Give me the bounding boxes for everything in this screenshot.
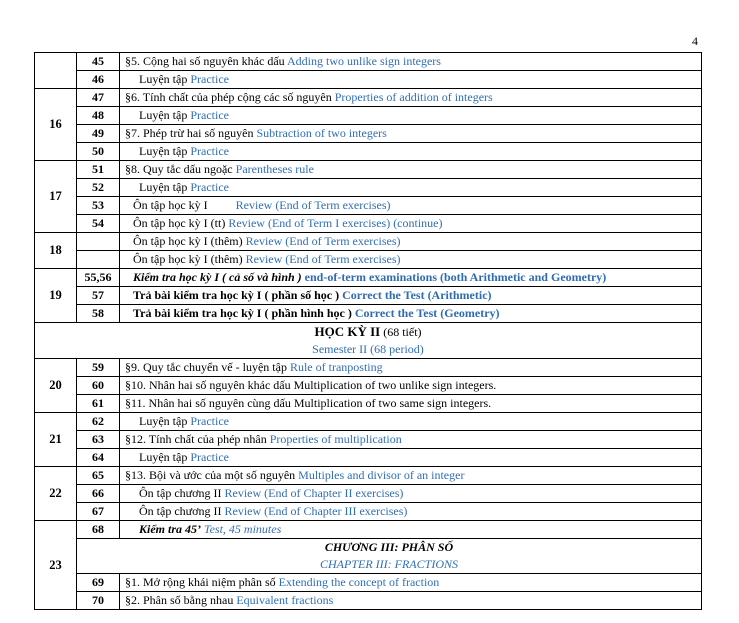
lesson-en: Practice [190, 450, 229, 464]
period-cell: 52 [77, 179, 120, 197]
period-cell: 49 [77, 125, 120, 143]
period-cell: 54 [77, 215, 120, 233]
lesson-en: Practice [190, 414, 229, 428]
lesson-cell [120, 161, 702, 179]
period-cell: 60 [77, 377, 120, 395]
week-cell: 23 [35, 521, 77, 610]
table-row [35, 323, 702, 359]
lesson-vi: Ôn tập chương II [139, 486, 222, 500]
lesson-cell [120, 215, 702, 233]
table-row [35, 539, 702, 574]
lesson-en: Review (End of Chapter II exercises) [224, 486, 404, 500]
lesson-vi: Luyện tập [139, 144, 188, 158]
lesson-vi: Trả bài kiểm tra học kỳ I ( phần hình học ) [133, 306, 352, 320]
lesson-en: Parentheses rule [235, 162, 314, 176]
lesson-en: Correct the Test (Geometry) [354, 306, 500, 320]
lesson-cell [120, 53, 702, 71]
table-row [35, 215, 702, 233]
lesson-en: Subtraction of two integers [256, 126, 387, 140]
lesson-cell [120, 89, 702, 107]
lesson-vi: §9. Quy tắc chuyển vế - luyện tập [125, 360, 287, 374]
lesson-cell [120, 233, 702, 251]
lesson-en: end-of-term examinations (both Arithmetic and Geometry) [304, 270, 607, 284]
period-cell: 67 [77, 503, 120, 521]
table-row [35, 485, 702, 503]
week-cell: 17 [35, 161, 77, 233]
lesson-cell [120, 485, 702, 503]
lesson-cell [120, 179, 702, 197]
period-cell: 47 [77, 89, 120, 107]
lesson-vi: §8. Quy tắc dấu ngoặc [125, 162, 233, 176]
lesson-vi: §12. Tính chất của phép nhân [125, 432, 267, 446]
lesson-cell [120, 287, 702, 305]
period-cell: 53 [77, 197, 120, 215]
lesson-cell [120, 71, 702, 89]
lesson-en: Properties of addition of integers [334, 90, 493, 104]
period-cell: 57 [77, 287, 120, 305]
lesson-en: Test, 45 minutes [204, 522, 282, 536]
period-cell: 70 [77, 592, 120, 610]
lesson-cell [120, 521, 702, 539]
page-number: 4 [692, 34, 698, 48]
lesson-en: Practice [190, 144, 229, 158]
lesson-vi: Luyện tập [139, 72, 188, 86]
chapter-title: CHƯƠNG III: PHÂN SỐ [324, 540, 454, 554]
period-cell: 46 [77, 71, 120, 89]
lesson-vi: Kiểm tra học kỳ I ( cả số và hình ) [133, 270, 302, 284]
lesson-cell [120, 305, 702, 323]
chapter-title-en: CHAPTER III: FRACTIONS [320, 557, 458, 571]
lesson-cell [120, 449, 702, 467]
period-cell: 50 [77, 143, 120, 161]
lesson-cell [120, 197, 702, 215]
lesson-vi: §11. Nhân hai số nguyên cùng dấu [125, 396, 291, 410]
lesson-en: Properties of multiplication [269, 432, 402, 446]
period-cell: 55,56 [77, 269, 120, 287]
lesson-en: Adding two unlike sign integers [286, 54, 441, 68]
table-row [35, 71, 702, 89]
table-row [35, 503, 702, 521]
lesson-cell [120, 395, 702, 413]
table-row [35, 287, 702, 305]
lesson-cell [120, 467, 702, 485]
table-row [35, 269, 702, 287]
table-row [35, 395, 702, 413]
lesson-cell [120, 107, 702, 125]
lesson-cell [120, 377, 702, 395]
week-cell: 21 [35, 413, 77, 467]
period-cell [77, 251, 120, 269]
table-row [35, 592, 702, 610]
period-cell: 45 [77, 53, 120, 71]
lesson-en: Multiples and divisor of an integer [298, 468, 465, 482]
period-cell: 64 [77, 449, 120, 467]
week-cell: 18 [35, 233, 77, 269]
lesson-vi: Luyện tập [139, 180, 188, 194]
lesson-vi: Luyện tập [139, 108, 188, 122]
table-row [35, 179, 702, 197]
lesson-en: Practice [190, 180, 229, 194]
table-row [35, 521, 702, 539]
lesson-vi: Ôn tập học kỳ I (thêm) [133, 252, 243, 266]
lesson-en: Extending the concept of fraction [278, 575, 440, 589]
lesson-vi: §5. Cộng hai số nguyên khác dấu [125, 54, 285, 68]
period-cell: 63 [77, 431, 120, 449]
lesson-en: Review (End of Term I exercises) (continue) [228, 216, 443, 230]
lesson-vi: §1. Mở rộng khái niệm phân số [125, 575, 276, 589]
lesson-vi: Ôn tập học kỳ I (tt) [133, 216, 226, 230]
table-row [35, 359, 702, 377]
table-row [35, 143, 702, 161]
table-row [35, 161, 702, 179]
lesson-vi: Ôn tập chương II [139, 504, 222, 518]
lesson-en: Equivalent fractions [236, 593, 334, 607]
period-cell: 58 [77, 305, 120, 323]
period-cell: 59 [77, 359, 120, 377]
period-cell: 69 [77, 574, 120, 592]
table-row [35, 125, 702, 143]
week-cell: 16 [35, 89, 77, 161]
table-row [35, 431, 702, 449]
period-cell: 51 [77, 161, 120, 179]
lesson-vi: Luyện tập [139, 414, 188, 428]
lesson-cell [120, 592, 702, 610]
period-cell: 66 [77, 485, 120, 503]
lesson-vi: §2. Phân số bằng nhau [125, 593, 234, 607]
lesson-vi: Trả bài kiểm tra học kỳ I ( phần số học ) [133, 288, 340, 302]
semester-title-en: Semester II (68 period) [312, 342, 424, 356]
lesson-vi: Luyện tập [139, 450, 188, 464]
lesson-en: Review (End of Chapter III exercises) [224, 504, 408, 518]
week-cell: 22 [35, 467, 77, 521]
lesson-en: Review (End of Term exercises) [245, 234, 401, 248]
lesson-cell [120, 143, 702, 161]
lesson-cell [120, 251, 702, 269]
semester-title: HỌC KỲ II [314, 324, 381, 339]
curriculum-table [34, 52, 702, 610]
table-row [35, 467, 702, 485]
lesson-cell [120, 125, 702, 143]
period-cell: 48 [77, 107, 120, 125]
chapter-heading [77, 539, 702, 574]
lesson-en: Review (End of Term exercises) [245, 252, 401, 266]
week-cell [35, 53, 77, 89]
lesson-vi: Ôn tập học kỳ I [133, 198, 208, 212]
lesson-vi: §10. Nhân hai số nguyên khác dấu [125, 378, 291, 392]
lesson-en: Review (End of Term exercises) [235, 198, 391, 212]
table-row [35, 305, 702, 323]
lesson-en: Multiplication of two same sign integers. [293, 396, 492, 410]
semester-heading [35, 323, 702, 359]
table-row [35, 377, 702, 395]
period-cell: 61 [77, 395, 120, 413]
table-row [35, 574, 702, 592]
lesson-cell [120, 413, 702, 431]
table-row [35, 53, 702, 71]
table-row [35, 233, 702, 251]
lesson-cell [120, 269, 702, 287]
lesson-cell [120, 359, 702, 377]
lesson-en: Correct the Test (Arithmetic) [342, 288, 492, 302]
table-row [35, 251, 702, 269]
lesson-en: Practice [190, 72, 229, 86]
lesson-vi: §6. Tính chất của phép cộng các số nguyên [125, 90, 332, 104]
period-cell: 65 [77, 467, 120, 485]
table-row [35, 197, 702, 215]
table-row [35, 89, 702, 107]
lesson-vi: Kiểm tra 45’ [139, 522, 201, 536]
period-cell: 62 [77, 413, 120, 431]
lesson-en: Multiplication of two unlike sign integers. [293, 378, 497, 392]
lesson-en: Rule of tranposting [289, 360, 383, 374]
table-row [35, 413, 702, 431]
lesson-vi: §7. Phép trừ hai số nguyên [125, 126, 254, 140]
lesson-vi: §13. Bội và ước của một số nguyên [125, 468, 296, 482]
lesson-cell [120, 503, 702, 521]
week-cell: 20 [35, 359, 77, 413]
table-row [35, 449, 702, 467]
lesson-cell [120, 431, 702, 449]
lesson-cell [120, 574, 702, 592]
lesson-en: Practice [190, 108, 229, 122]
period-cell [77, 233, 120, 251]
semester-note: (68 tiết) [383, 325, 422, 339]
table-row [35, 107, 702, 125]
week-cell: 19 [35, 269, 77, 323]
period-cell: 68 [77, 521, 120, 539]
lesson-vi: Ôn tập học kỳ I (thêm) [133, 234, 243, 248]
